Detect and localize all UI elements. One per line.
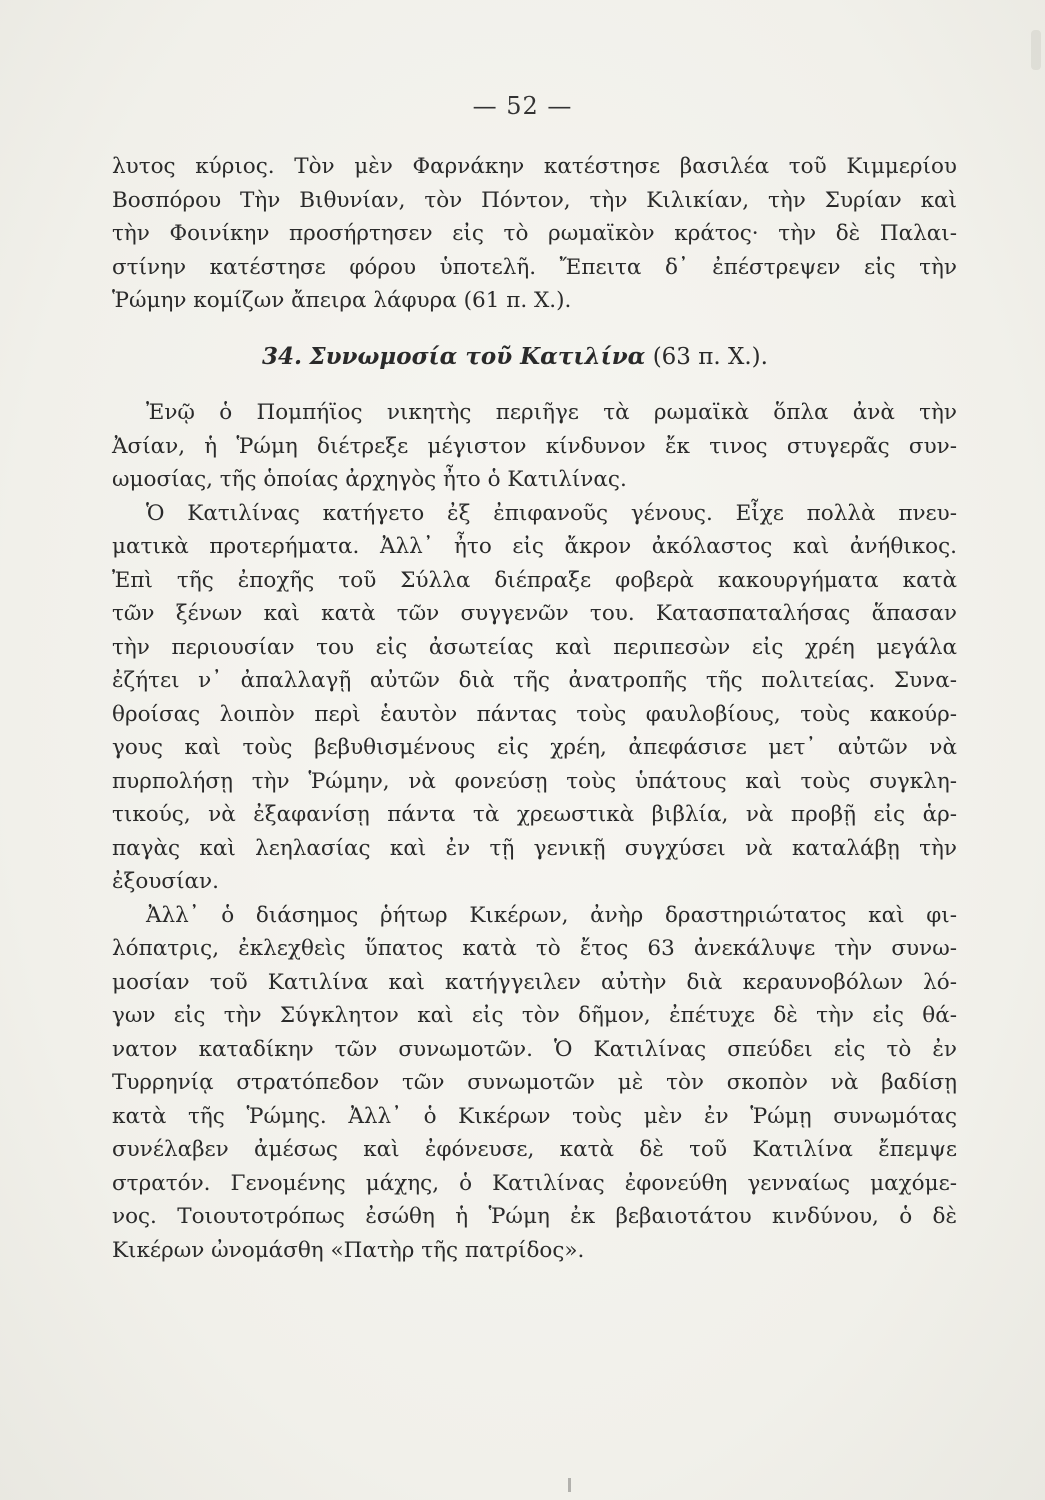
text-line: μοσίαν τοῦ Κατιλίνα καὶ κατήγγειλεν αὐτὴν διὰ κεραυνοβόλων λό- bbox=[112, 969, 957, 995]
text-line: νατον καταδίκην τῶν συνωμοτῶν. Ὁ Κατιλίνας σπεύδει εἰς τὸ ἐν bbox=[112, 1036, 957, 1062]
text-line: Κικέρων ὠνομάσθη «Πατὴρ τῆς πατρίδος». bbox=[112, 1237, 585, 1263]
text-line: ἐζήτει ν᾽ ἀπαλλαγῇ αὐτῶν διὰ τῆς ἀνατροπῆς τῆς πολιτείας. Συνα- bbox=[112, 668, 957, 693]
text-line: συνέλαβεν ἀμέσως καὶ ἐφόνευσε, κατὰ δὲ τοῦ Κατιλίνα ἔπεμψε bbox=[112, 1137, 957, 1162]
paper-mark bbox=[568, 1478, 571, 1492]
text-line: λόπατρις, ἐκλεχθεὶς ὕπατος κατὰ τὸ ἔτος 63 ἀνεκάλυψε τὴν συνω- bbox=[112, 936, 957, 961]
text-line: Τυρρηνίᾳ στρατόπεδον τῶν συνωμοτῶν μὲ τὸν σκοπὸν νὰ βαδίσῃ bbox=[112, 1070, 957, 1095]
text-line: νος. Τοιουτοτρόπως ἐσώθη ἡ Ῥώμη ἐκ βεβαιοτάτου κινδύνου, ὁ δὲ bbox=[112, 1204, 957, 1229]
text-line: τικούς, νὰ ἐξαφανίσῃ πάντα τὰ χρεωστικὰ βιβλία, νὰ προβῇ εἰς ἁρ- bbox=[112, 802, 957, 827]
text-line: ωμοσίας, τῆς ὁποίας ἀρχηγὸς ἦτο ὁ Κατιλίνας. bbox=[112, 467, 627, 492]
text-line: ἐξουσίαν. bbox=[112, 869, 219, 894]
text-line: Ἐπὶ τῆς ἐποχῆς τοῦ Σύλλα διέπραξε φοβερὰ κακουργήματα κατὰ bbox=[112, 567, 957, 593]
text-line: Βοσπόρου Τὴν Βιθυνίαν, τὸν Πόντον, τὴν Κιλικίαν, τὴν Συρίαν καὶ bbox=[112, 187, 957, 213]
text-line: στίνην κατέστησε φόρου ὑποτελῆ. Ἔπειτα δ᾽ ἐπέστρεψεν εἰς τὴν bbox=[112, 254, 957, 280]
text-line: στρατόν. Γενομένης μάχης, ὁ Κατιλίνας ἐφονεύθη γενναίως μαχόμε- bbox=[112, 1170, 957, 1196]
text-line: Ῥώμην κομίζων ἄπειρα λάφυρα (61 π. Χ.). bbox=[112, 288, 572, 313]
text-line: Ὁ Κατιλίνας κατήγετο ἐξ ἐπιφανοῦς γένους. Εἶχε πολλὰ πνευ- bbox=[146, 500, 957, 526]
paragraph-2 bbox=[112, 497, 957, 899]
text-line: Ἐνῷ ὁ Πομπήϊος νικητὴς περιῆγε τὰ ρωμαϊκὰ ὅπλα ἀνὰ τὴν bbox=[146, 400, 957, 425]
section-date: (63 π. Χ.). bbox=[652, 343, 768, 370]
text-line: Ἀσίαν, ἡ Ῥώμη διέτρεξε μέγιστον κίνδυνον ἔκ τινος στυγερᾶς συν- bbox=[112, 433, 957, 459]
text-line: παγὰς καὶ λεηλασίας καὶ ἐν τῇ γενικῇ συγχύσει νὰ καταλάβῃ τὴν bbox=[112, 835, 957, 861]
paragraph-3 bbox=[112, 899, 957, 1268]
text-line: θροίσας λοιπὸν περὶ ἑαυτὸν πάντας τοὺς φαυλοβίους, τοὺς κακούρ- bbox=[112, 701, 957, 727]
text-line: γων εἰς τὴν Σύγκλητον καὶ εἰς τὸν δῆμον, ἐπέτυχε δὲ τὴν εἰς θά- bbox=[112, 1003, 957, 1028]
text-line: τὴν Φοινίκην προσήρτησεν εἰς τὸ ρωμαϊκὸν κράτος· τὴν δὲ Παλαι- bbox=[112, 221, 957, 246]
page-body-text bbox=[112, 150, 957, 1267]
text-line: πυρπολήσῃ τὴν Ῥώμην, νὰ φονεύσῃ τοὺς ὑπάτους καὶ τοὺς συγκλη- bbox=[112, 768, 957, 794]
intro-paragraph bbox=[112, 150, 957, 318]
text-line: γους καὶ τοὺς βεβυθισμένους εἰς χρέη, ἀπεφάσισε μετ᾽ αὐτῶν νὰ bbox=[112, 735, 957, 760]
section-title: Συνωμοσία τοῦ Κατιλίνα bbox=[309, 342, 646, 370]
text-line: τὴν περιουσίαν του εἰς ἀσωτείας καὶ περιπεσὼν εἰς χρέη μεγάλα bbox=[112, 634, 957, 660]
text-line: τῶν ξένων καὶ κατὰ τῶν συγγενῶν του. Κατασπαταλήσας ἅπασαν bbox=[112, 601, 957, 626]
text-line: Ἀλλ᾽ ὁ διάσημος ῥήτωρ Κικέρων, ἀνὴρ δραστηριώτατος καὶ φι- bbox=[146, 902, 957, 928]
text-line: ματικὰ προτερήματα. Ἀλλ᾽ ἦτο εἰς ἄκρον ἀκόλαστος καὶ ἀνήθικος. bbox=[112, 534, 957, 559]
section-heading bbox=[112, 340, 957, 375]
paper-mark bbox=[1031, 30, 1041, 70]
text-line: κατὰ τῆς Ῥώμης. Ἀλλ᾽ ὁ Κικέρων τοὺς μὲν ἐν Ῥώμῃ συνωμότας bbox=[112, 1103, 957, 1129]
paragraph-1 bbox=[112, 396, 957, 497]
text-line: λυτος κύριος. Τὸν μὲν Φαρνάκην κατέστησε βασιλέα τοῦ Κιμμερίου bbox=[112, 154, 957, 179]
section-number: 34. bbox=[262, 342, 303, 370]
page-number: — 52 — bbox=[472, 92, 573, 120]
